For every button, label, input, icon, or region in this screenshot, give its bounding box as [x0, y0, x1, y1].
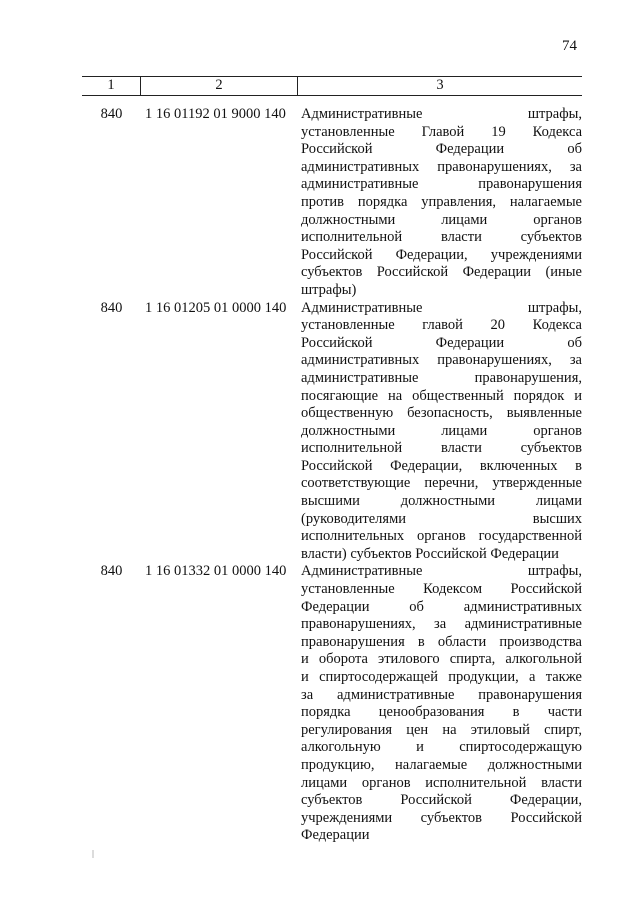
- header-col-3: 3: [436, 77, 444, 93]
- description-line: за административные правонарушения: [301, 686, 582, 703]
- description-line: субъектов Российской Федерации,: [301, 792, 582, 809]
- description-line: Федерации: [301, 827, 370, 844]
- table-row: [82, 300, 582, 564]
- description-line: Федерации об административных: [301, 598, 582, 615]
- description-line: лицами органов исполнительной власти: [301, 774, 582, 791]
- table-row: [82, 106, 582, 300]
- description: [298, 300, 582, 564]
- description-line: административных правонарушениях, за: [301, 158, 582, 175]
- description-line: исполнительной власти субъектов: [301, 440, 582, 457]
- description-line: Административные штрафы,: [301, 106, 582, 122]
- description-line: штрафы): [301, 281, 357, 298]
- description-line: установленные Главой 19 Кодекса: [301, 123, 582, 140]
- description-line: посягающие на общественный порядок и: [301, 387, 582, 404]
- description-line: и спиртосодержащей продукции, а также: [301, 669, 582, 685]
- admin-code: 840: [100, 106, 123, 122]
- table-header: [82, 76, 582, 96]
- kbk-code: 1 16 01332 01 0000 140: [145, 563, 287, 580]
- description-line: учреждениями субъектов Российской: [301, 809, 582, 826]
- table-body: [82, 106, 582, 845]
- description-line: Российской Федерации об: [301, 141, 582, 158]
- description-line: правонарушения в области производства: [301, 633, 582, 650]
- description-line: против порядка управления, налагаемые: [301, 193, 582, 210]
- description-line: исполнительных органов государственной: [301, 528, 582, 545]
- description-line: алкогольную и спиртосодержащую: [301, 739, 582, 756]
- header-col-2: 2: [141, 77, 298, 95]
- description-line: соответствующие перечни, утвержденные: [301, 475, 582, 492]
- admin-code: 840: [100, 299, 123, 316]
- kbk-code: 1 16 01205 01 0000 140: [145, 299, 287, 316]
- description-line: административных правонарушениях, за: [301, 352, 582, 369]
- description-line: Российской Федерации, учреждениями: [301, 246, 582, 263]
- description-line: Административные штрафы,: [301, 299, 582, 316]
- description-line: субъектов Российской Федерации (иные: [301, 264, 582, 281]
- header-col-1: 1: [82, 77, 141, 95]
- description-line: (руководителями высших: [301, 510, 582, 527]
- description-line: и оборота этилового спирта, алкогольной: [301, 651, 582, 668]
- scan-artifact: [92, 850, 94, 858]
- description-line: продукцию, налагаемые должностными: [301, 756, 582, 773]
- description-line: должностными лицами органов: [301, 211, 582, 228]
- description-line: должностными лицами органов: [301, 422, 582, 439]
- page-number: 74: [562, 38, 577, 54]
- description-line: общественную безопасность, выявленные: [301, 405, 582, 422]
- description-line: исполнительной власти субъектов: [301, 229, 582, 246]
- admin-code: 840: [100, 563, 123, 580]
- description-line: установленные главой 20 Кодекса: [301, 317, 582, 334]
- table-row: [82, 563, 582, 845]
- description-line: высшими должностными лицами: [301, 493, 582, 510]
- description-line: власти) субъектов Российской Федерации: [301, 545, 559, 562]
- description: [298, 106, 582, 300]
- description-line: установленные Кодексом Российской: [301, 581, 582, 598]
- description-line: порядка ценообразования в части: [301, 704, 582, 721]
- description-line: Административные штрафы,: [301, 563, 582, 580]
- description-line: Российской Федерации об: [301, 334, 582, 351]
- kbk-code: 1 16 01192 01 9000 140: [145, 106, 286, 122]
- description-line: правонарушениях, за административные: [301, 616, 582, 633]
- description-line: административные правонарушения: [301, 176, 582, 193]
- description-line: Российской Федерации, включенных в: [301, 457, 582, 474]
- description-line: административные правонарушения,: [301, 369, 582, 386]
- description: [298, 563, 582, 845]
- description-line: регулирования цен на этиловый спирт,: [301, 721, 582, 738]
